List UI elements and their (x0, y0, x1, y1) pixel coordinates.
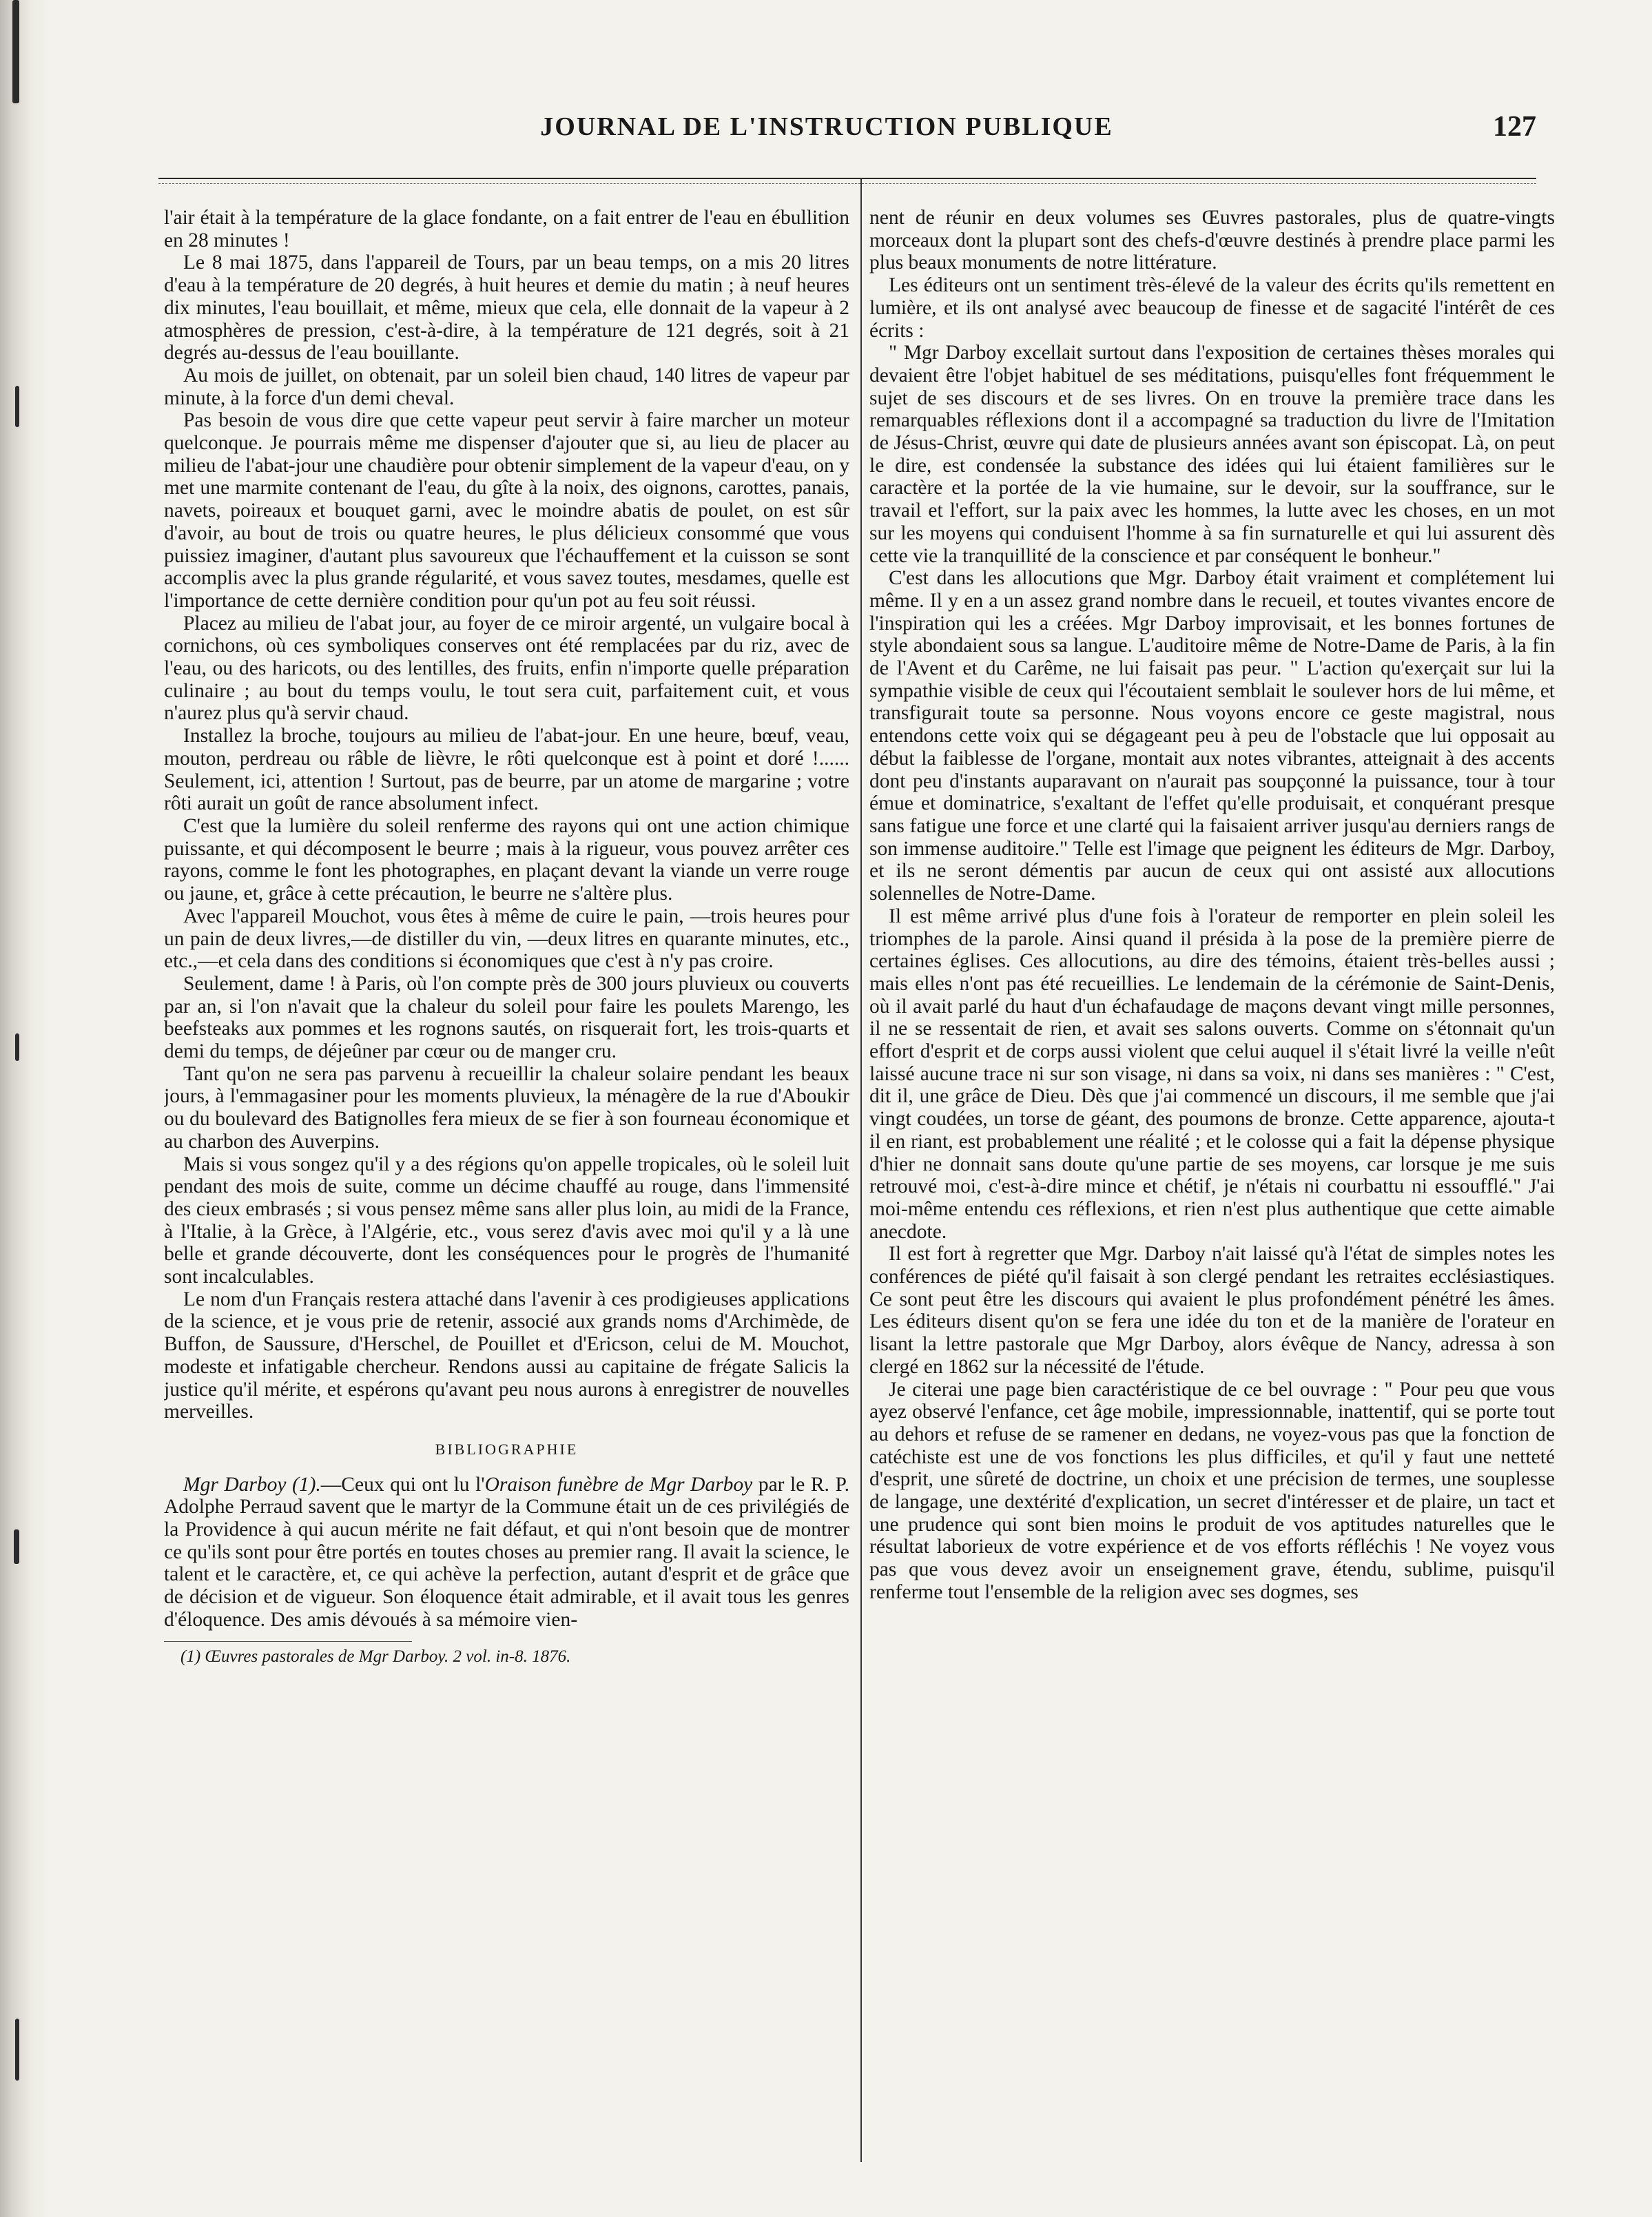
biblio-text: par le R. P. Adolphe Perraud savent que le martyr de la Commune était un de ces privilégiés de la Providence à qui aucun mérite ne fait défaut, et qui n'ont besoin que de montrer ce qu'ils sont pour être portés en toutes choses au premier rang. Il avait la science, le talent et le caractère, et, ce qui achève la perfection, autant d'esprit et de grâce que de décision et de vigueur. Son éloquence était admirable, et il avait tous les genres d'éloquence. Des amis dévoués à sa mémoire vien- (164, 1473, 849, 1631)
right-column (869, 207, 1555, 2122)
paragraph: Les éditeurs ont un sentiment très-élevé de la valeur des écrits qu'ils remettent en lumière, et ils ont analysé avec beaucoup de finesse et de sagacité l'intérêt de ces écrits : (869, 274, 1555, 342)
running-header (96, 112, 1557, 160)
binding-mark (14, 1529, 19, 1564)
paragraph: Pas besoin de vous dire que cette vapeur peut servir à faire marcher un moteur quelconque. Je pourrais même me dispenser d'ajouter que si, au lieu de placer au milieu de l'abat-jour une chaudière pour obtenir simplement de la vapeur d'eau, on y met une marmite contenant de l'eau, du gîte à la noix, des oignons, carottes, panais, navets, poireaux et bouquet garni, avec le moindre abatis de poulet, on est sûr d'avoir, au bout de trois ou quatre heures, le plus délicieux consommé que vous puissiez imaginer, d'autant plus savoureux que l'échauffement et la cuisson se sont accomplis avec la plus grande régularité, et vous savez toutes, mesdames, quelle est l'importance de cette dernière condition pour qu'un pot au feu soit réussi. (164, 409, 849, 612)
paragraph: Il est fort à regretter que Mgr. Darboy n'ait laissé qu'à l'état de simples notes les conférences de piété qu'il faisait à son clergé pendant les retraites ecclésiastiques. Ce sont peut être les discours qui avaient le plus profondément pénétré les âmes. Les éditeurs disent qu'on se fera une idée du ton et de la manière de l'orateur en lisant la lettre pastorale que Mgr Darboy, alors évêque de Nancy, adressa à son clergé en 1862 sur la nécessité de l'étude. (869, 1243, 1555, 1378)
paragraph: Seulement, dame ! à Paris, où l'on compte près de 300 jours pluvieux ou couverts par an, si l'on n'avait que la chaleur du soleil pour faire les poulets Marengo, les beefsteaks aux pommes et les rognons sautés, on risquerait fort, les trois-quarts et demi du temps, de déjeûner par cœur ou de manger cru. (164, 972, 849, 1063)
paragraph: C'est dans les allocutions que Mgr. Darboy était vraiment et complétement lui même. Il y en a un assez grand nombre dans le recueil, et toutes vivantes encore de l'inspiration qui les a créées. Mgr Darboy improvisait, et les bonnes fortunes de style abondaient sous sa langue. L'auditoire même de Notre-Dame de Paris, à la fin de l'Avent et du Carême, ne lui faisait pas peur. " L'action qu'exerçait sur lui la sympathie visible de ceux qui l'écoutaient semblait le soulever hors de lui même, et transfigurait toute sa personne. Nous voyons encore ce geste magistral, nous entendons cette voix qui se dégageant peu à peu de l'obstacle que lui opposait au début la faiblesse de l'organe, montait aux notes vibrantes, atteignait à des accents dont peu d'instants auparavant on n'aurait pas soupçonné la puissance, tour à tour émue et dominatrice, s'exaltant de l'effet qu'elle produisait, et conquérant presque sans fatigue une force et une clarté qui la faisaient arriver jusqu'au derniers rangs de son immense auditoire." Telle est l'image que peignent les éditeurs de Mgr. Darboy, et ils ne seront démentis par aucun de ceux qui ont assisté aux allocutions solennelles de Notre-Dame. (869, 567, 1555, 905)
page-number: 127 (1493, 111, 1536, 143)
footnote-rule (164, 1641, 412, 1642)
paragraph: l'air était à la température de la glace fondante, on a fait entrer de l'eau en ébullition en 28 minutes ! (164, 207, 849, 251)
column-divider (860, 178, 862, 2162)
paragraph: Mais si vous songez qu'il y a des régions qu'on appelle tropicales, où le soleil luit pendant des mois de suite, comme un décime chauffé au rouge, dans l'immensité des cieux embrasés ; si vous pensez même sans aller plus loin, au midi de la France, à l'Italie, à la Grèce, à l'Algérie, etc., vous serez d'avis avec moi qu'il y a là une belle et grande découverte, dont les conséquences pour le progrès de l'humanité sont incalculables. (164, 1153, 849, 1288)
binding-mark (15, 1033, 19, 1061)
left-column (164, 207, 849, 2122)
paragraph: Le nom d'un Français restera attaché dans l'avenir à ces prodigieuses applications de la science, et je vous prie de retenir, associé aux grands noms d'Archimède, de Buffon, de Saussure, d'Herschel, de Pouillet et d'Ericson, celui de M. Mouchot, modeste et infatigable chercheur. Rendons aussi au capitaine de frégate Salicis la justice qu'il mérite, et espérons qu'avant peu nous aurons à enregistrer de nouvelles merveilles. (164, 1288, 849, 1423)
paragraph: Au mois de juillet, on obtenait, par un soleil bien chaud, 140 litres de vapeur par minute, à la force d'un demi cheval. (164, 364, 849, 409)
footnote: (1) Œuvres pastorales de Mgr Darboy. 2 vol. in-8. 1876. (180, 1647, 571, 1666)
biblio-title: Mgr Darboy (1). (183, 1473, 321, 1496)
paragraph: Il est même arrivé plus d'une fois à l'orateur de remporter en plein soleil les triomphes de la parole. Ainsi quand il présida à la pose de la première pierre de certaines églises. Ces allocutions, au dire des témoins, étaient très-belles aussi ; mais elles n'ont pas été recueillies. Le lendemain de la cérémonie de Saint-Denis, où il avait parlé du haut d'un échafaudage de maçons devant vingt mille personnes, il ne se ressentait de rien, et avait ses salons ouverts. Comme on s'étonnait qu'un effort d'esprit et de corps aussi violent que celui auquel il s'était livré la veille n'eût laissé aucune trace ni sur son visage, ni dans sa voix, ni dans ses manières : " C'est, dit il, une grâce de Dieu. Dès que j'ai commencé un discours, il me semble que j'ai vingt coudées, un torse de géant, des poumons de bronze. Cette apparence, ajouta-t il en riant, est probablement une réalité ; et le colosse qui a fait la dépense physique d'hier ne donnait sans doute qu'une partie de ses moyens, car lorsque je me suis retrouvé moi, c'est-à-dire mince et chétif, je n'étais ni courbattu ni essoufflé." J'ai moi-même entendu ces réflexions, et rien n'est plus authentique que cette aimable anecdote. (869, 905, 1555, 1243)
binding-mark (15, 2019, 19, 2081)
page-edge-shadow (0, 0, 52, 2217)
paragraph: Avec l'appareil Mouchot, vous êtes à même de cuire le pain, —trois heures pour un pain de deux livres,—de distiller du vin, —deux litres en quarante minutes, etc., etc.,—et cela dans des conditions si économiques que c'est à n'y pas croire. (164, 905, 849, 973)
bibliography-entry (164, 1474, 849, 1631)
biblio-text: —Ceux qui ont lu l' (320, 1473, 485, 1496)
paragraph: nent de réunir en deux volumes ses Œuvres pastorales, plus de quatre-vingts morceaux dont la plupart sont des chefs-d'œuvre destinés à prendre place parmi les plus beaux monuments de notre littérature. (869, 207, 1555, 274)
journal-title: JOURNAL DE L'INSTRUCTION PUBLIQUE (540, 112, 1113, 141)
paragraph: Installez la broche, toujours au milieu de l'abat-jour. En une heure, bœuf, veau, mouton, perdreau ou râble de lièvre, le rôti quelconque est à point et doré !...... Seulement, ici, attention ! Surtout, pas de beurre, par un atome de margarine ; votre rôti aurait un goût de rance absolument infect. (164, 725, 849, 815)
paragraph: Le 8 mai 1875, dans l'appareil de Tours, par un beau temps, on a mis 20 litres d'eau à la température de 20 degrés, à huit heures et demie du matin ; à neuf heures dix minutes, l'eau bouillait, et même, mieux que cela, elle donnait de la vapeur à 2 atmosphères de pression, c'est-à-dire, à la température de 121 degrés, soit à 21 degrés au-dessus de l'eau bouillante. (164, 251, 849, 364)
paragraph: Tant qu'on ne sera pas parvenu à recueillir la chaleur solaire pendant les beaux jours, à l'emmagasiner pour les moments pluvieux, la ménagère de la rue d'Aboukir ou du boulevard des Batignolles fera mieux de se fier à son fourneau économique et au charbon des Auverpins. (164, 1062, 849, 1153)
paragraph: C'est que la lumière du soleil renferme des rayons qui ont une action chimique puissante, et qui décomposent le beurre ; mais à la rigueur, vous pouvez arrêter ces rayons, comme le font les photographes, en plaçant devant la viande un verre rouge ou jaune, et, grâce à cette précaution, le beurre ne s'altère plus. (164, 814, 849, 905)
quotation: " Mgr Darboy excellait surtout dans l'exposition de certaines thèses morales qui devaient être l'objet habituel de ses méditations, puisqu'elles font fréquemment le sujet de ses discours et de ses livres. On en trouve la première trace dans les remarquables réflexions dont il a accompagné sa traduction du livre de l'Imitation de Jésus-Christ, œuvre qui date de plusieurs années avant son épiscopat. Là, on peut le dire, est condensée la substance des idées qui lui étaient familières sur le caractère et la portée de la vie humaine, sur le devoir, sur la souffrance, sur le travail et l'effort, sur la paix avec les hommes, la lutte avec les choses, en un mot sur les moyens qui conduisent l'homme à sa fin surnaturelle et qui lui assurent dès cette vie la tranquillité de la conscience et par conséquent le bonheur." (869, 342, 1555, 567)
binding-mark (12, 0, 19, 103)
header-rule (158, 178, 1536, 179)
binding-mark (15, 386, 19, 427)
paragraph: Placez au milieu de l'abat jour, au foyer de ce miroir argenté, un vulgaire bocal à cornichons, où ces symboliques conserves ont été remplacées par du riz, avec de l'eau, ou des haricots, ou des lentilles, des fruits, enfin n'importe quelle préparation culinaire ; au bout du temps voulu, le tout sera cuit, parfaitement cuit, et vous n'aurez plus qu'à servir chaud. (164, 612, 849, 725)
biblio-cited-work: Oraison funèbre de Mgr Darboy (484, 1473, 753, 1496)
header-rule-dashed (158, 183, 1536, 184)
section-heading: BIBLIOGRAPHIE (435, 1440, 579, 1458)
paragraph: Je citerai une page bien caractéristique de ce bel ouvrage : " Pour peu que vous ayez observé l'enfance, cet âge mobile, impressionnable, inattentif, qui se porte tout au dehors et refuse de se ramener en dedans, ne voyez-vous pas que la fonction de catéchiste est une de vos fonctions les plus difficiles, et qu'il y faut une netteté d'esprit, une sûreté de doctrine, un choix et une précision de termes, une souplesse de langage, une dextérité d'explication, un secret d'intéresser et de plaire, un tact et une prudence qui sont bien moins le produit de vos aptitudes naturelles que le résultat laborieux de votre expérience et de vos efforts réfléchis ! Ne voyez vous pas que vous devez avoir un enseignement grave, étendu, sublime, puisqu'il renferme tout l'ensemble de la religion avec ses dogmes, ses (869, 1378, 1555, 1603)
